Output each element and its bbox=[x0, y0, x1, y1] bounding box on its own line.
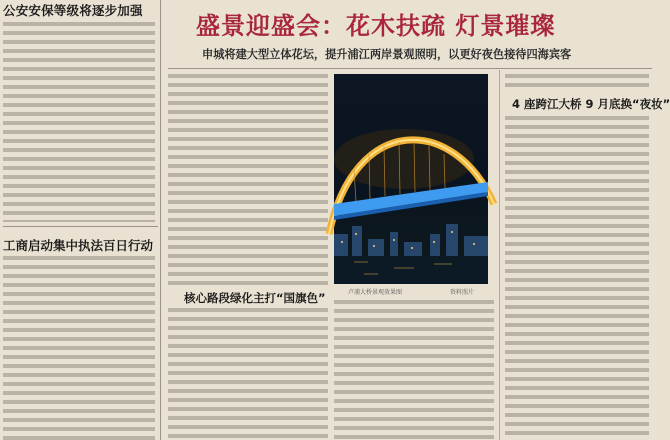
subheadline-bridges: 4 座跨江大桥 9 月底换“夜妆” bbox=[512, 97, 670, 111]
subheadline-greenery: 核心路段绿化主打“国旗色” bbox=[184, 291, 326, 305]
bridges-article-text bbox=[505, 116, 649, 440]
left-headline-security: 公安安保等级将逐步加强 bbox=[3, 3, 143, 18]
bridge-illustration bbox=[334, 74, 488, 284]
left-article-2-text bbox=[3, 256, 155, 440]
left-divider bbox=[3, 226, 158, 227]
photo-caption: 卢浦大桥景观效果图 bbox=[348, 289, 403, 296]
main-subheadline: 申城将建大型立体花坛，提升浦江两岸景观照明，以更好夜色接待四海宾客 bbox=[202, 48, 572, 61]
left-article-1-text bbox=[3, 22, 155, 222]
main-headline: 盛景迎盛会：花木扶疏 灯景璀璨 bbox=[196, 12, 556, 40]
photo-credit: 资料照片 bbox=[449, 289, 474, 296]
bridge-night-photo bbox=[334, 74, 488, 284]
column-divider-right bbox=[499, 70, 500, 440]
headline-divider bbox=[168, 68, 652, 69]
column-divider-left bbox=[160, 0, 161, 440]
greenery-article-text bbox=[168, 308, 328, 440]
main-article-text-col1 bbox=[168, 74, 328, 286]
left-headline-enforcement: 工商启动集中执法百日行动 bbox=[3, 238, 154, 253]
photo-caption-row bbox=[334, 287, 488, 296]
right-article-intro-text bbox=[505, 74, 649, 92]
main-article-text-col2 bbox=[334, 300, 494, 440]
